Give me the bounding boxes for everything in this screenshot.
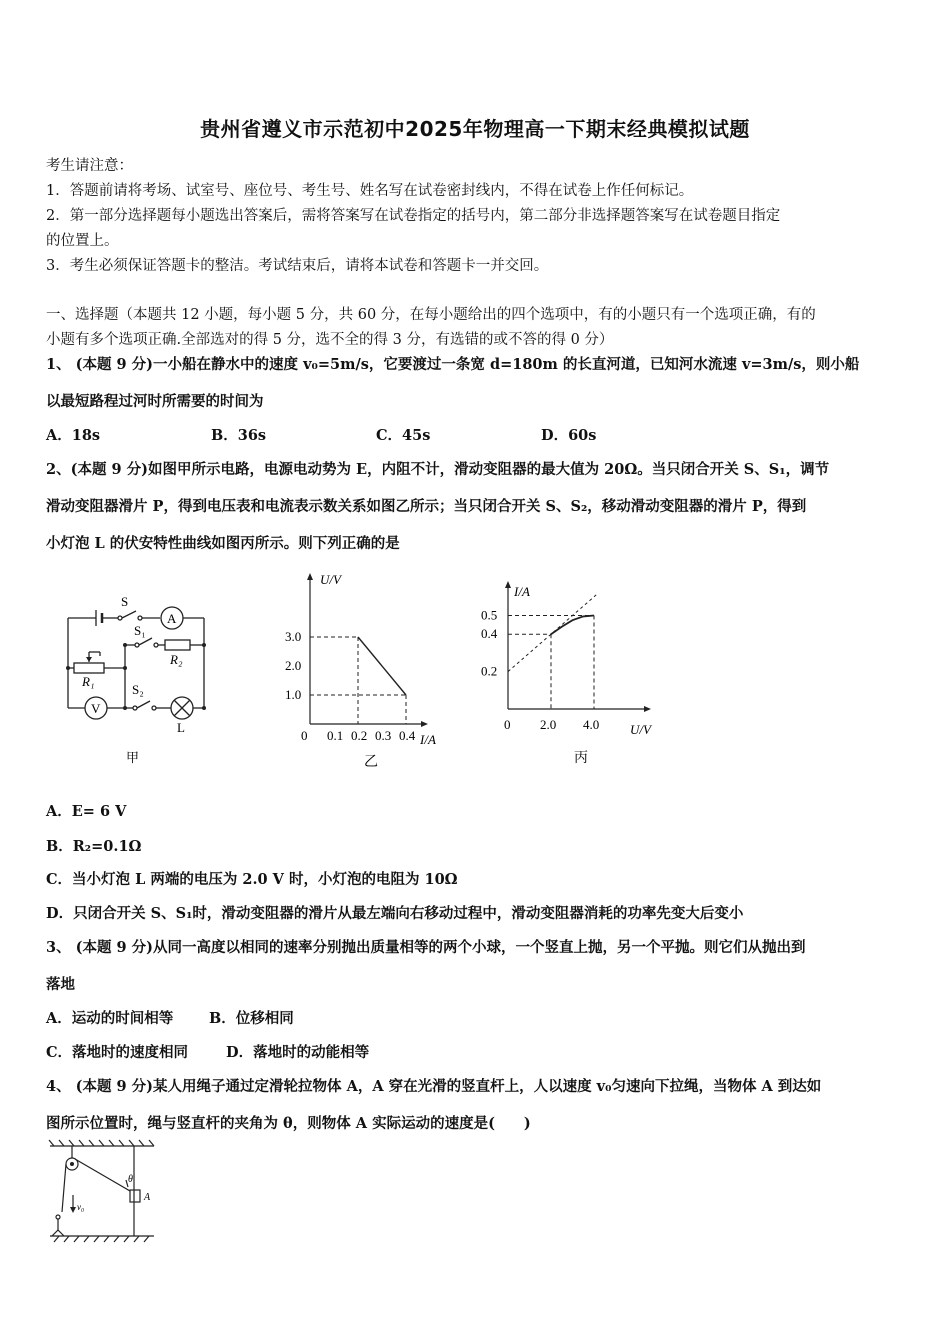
q2-stem-3: 小灯泡 L 的伏安特性曲线如图丙所示。则下列正确的是: [46, 535, 400, 552]
series-line: [358, 637, 406, 695]
q2-stem-1: 2、(本题 9 分)如图甲所示电路，电源电动势为 E，内阻不计，滑动变阻器的最大值为 20Ω。当只闭合开关 S、S₁，调节: [46, 461, 830, 478]
q2-stem-2: 滑动变阻器滑片 P，得到电压表和电流表示数关系如图乙所示；当只闭合开关 S、S₂，移动滑动变阻器的滑片 P，得到: [46, 498, 807, 515]
y-axis-arrow: [505, 581, 511, 588]
notice-item-3: 3．考生必须保证答题卡的整洁。考试结束后，请将本试卷和答题卡一并交回。: [46, 258, 549, 274]
x-axis-label: I/A: [420, 732, 436, 747]
q2-option-c: C．当小灯泡 L 两端的电压为 2.0 V 时，小灯泡的电阻为 10Ω: [46, 871, 458, 888]
q4-stem-2: 图所示位置时，绳与竖直杆的夹角为 θ，则物体 A 实际运动的速度是( ): [46, 1115, 531, 1132]
y-tick-label: 0.4: [481, 626, 498, 642]
notice-item-1: 1．答题前请将考场、试室号、座位号、考生号、姓名写在试卷密封线内，不得在试卷上作任何标记。: [46, 183, 694, 199]
x-tick-label: 0.1: [327, 728, 344, 743]
q1-option-b: B．36s: [211, 427, 267, 444]
q4-stem-1: 4、 (本题 9 分)某人用绳子通过定滑轮拉物体 A，A 穿在光滑的竖直杆上，人以速度 v₀匀速向下拉绳，当物体 A 到达如: [46, 1078, 822, 1095]
y-tick-label: 0.5: [481, 607, 498, 623]
y-tick-label: 0.2: [481, 663, 498, 679]
label-a: A: [144, 1192, 151, 1203]
series-curve: [551, 616, 594, 635]
circuit-label-s1: S₁: [134, 623, 146, 638]
x-axis-arrow: [644, 706, 651, 712]
notice-item-2-cont: 的位置上。: [46, 233, 119, 249]
x-axis-arrow: [421, 721, 428, 727]
circuit-label-s2: S₂: [132, 682, 144, 697]
q3-option-d: D．落地时的动能相等: [226, 1044, 370, 1061]
x-tick-label: 0: [301, 728, 308, 743]
q1-stem-2: 以最短路程过河时所需要的时间为: [46, 393, 264, 410]
y-axis-arrow: [307, 573, 313, 580]
chart-bing: [478, 576, 668, 771]
chart-yi: [280, 566, 450, 771]
section-line-2: 小题有多个选项正确.全部选对的得 5 分，选不全的得 3 分，有选错的或不答的得 0 分）: [46, 332, 614, 348]
figure-caption-bing: 丙: [574, 751, 588, 766]
y-tick-label: 1.0: [285, 687, 302, 702]
circuit-label-l: L: [177, 720, 185, 735]
circuit-diagram: [60, 590, 220, 770]
figure-caption-jia: 甲: [126, 750, 140, 765]
x-tick-label: 0.3: [375, 728, 392, 743]
x-tick-label: 0.2: [351, 728, 368, 743]
x-tick-label: 0: [504, 717, 511, 732]
circuit-label-s: S: [121, 594, 129, 609]
x-tick-label: 4.0: [583, 717, 600, 732]
q2-option-b: B．R₂=0.1Ω: [46, 838, 142, 855]
figure-caption-yi: 乙: [364, 755, 378, 770]
section-line-1: 一、选择题（本题共 12 小题，每小题 5 分，共 60 分，在每小题给出的四个选项中，有的小题只有一个选项正确，有的: [46, 307, 816, 323]
y-tick-label: 2.0: [285, 658, 302, 673]
q3-option-a: A．运动的时间相等: [46, 1010, 174, 1027]
x-tick-label: 2.0: [540, 717, 557, 732]
circuit-label-v: V: [91, 701, 101, 716]
q1-option-a: A．18s: [46, 427, 101, 444]
q3-option-c: C．落地时的速度相同: [46, 1044, 189, 1061]
y-axis-label: U/V: [320, 572, 341, 587]
label-v0: v₀: [77, 1202, 85, 1212]
q2-option-a: A．E= 6 V: [46, 803, 127, 820]
q3-stem-2: 落地: [46, 976, 75, 993]
circuit-label-r2: R₂: [170, 652, 183, 667]
page-title: 贵州省遵义市示范初中2025年物理高一下期末经典模拟试题: [200, 117, 750, 141]
y-axis-label: I/A: [514, 584, 530, 599]
pulley-diagram: [44, 1138, 159, 1246]
notice-header: 考生请注意：: [46, 158, 133, 174]
notice-item-2: 2．第一部分选择题每小题选出答案后，需将答案写在试卷指定的括号内，第二部分非选择题答案写在试卷题目指定: [46, 208, 781, 224]
label-theta: θ: [128, 1174, 133, 1185]
q1-option-c: C．45s: [376, 427, 431, 444]
circuit-label-a: A: [167, 611, 177, 626]
y-tick-label: 3.0: [285, 629, 302, 644]
circuit-label-r1: R₁: [82, 674, 95, 689]
q3-option-b: B．位移相同: [209, 1010, 294, 1027]
q1-stem-1: 1、 (本题 9 分)一小船在静水中的速度 v₀=5m/s，它要渡过一条宽 d=180m 的长直河道，已知河水流速 v=3m/s，则小船: [46, 356, 860, 373]
x-tick-label: 0.4: [399, 728, 416, 743]
q3-stem-1: 3、 (本题 9 分)从同一高度以相同的速率分别抛出质量相等的两个小球，一个竖直上抛，另一个平抛。则它们从抛出到: [46, 939, 806, 956]
q1-option-d: D．60s: [541, 427, 597, 444]
x-axis-label: U/V: [630, 722, 651, 737]
q2-option-d: D．只闭合开关 S、S₁时，滑动变阻器的滑片从最左端向右移动过程中，滑动变阻器消耗的功率先变大后变小: [46, 905, 744, 922]
